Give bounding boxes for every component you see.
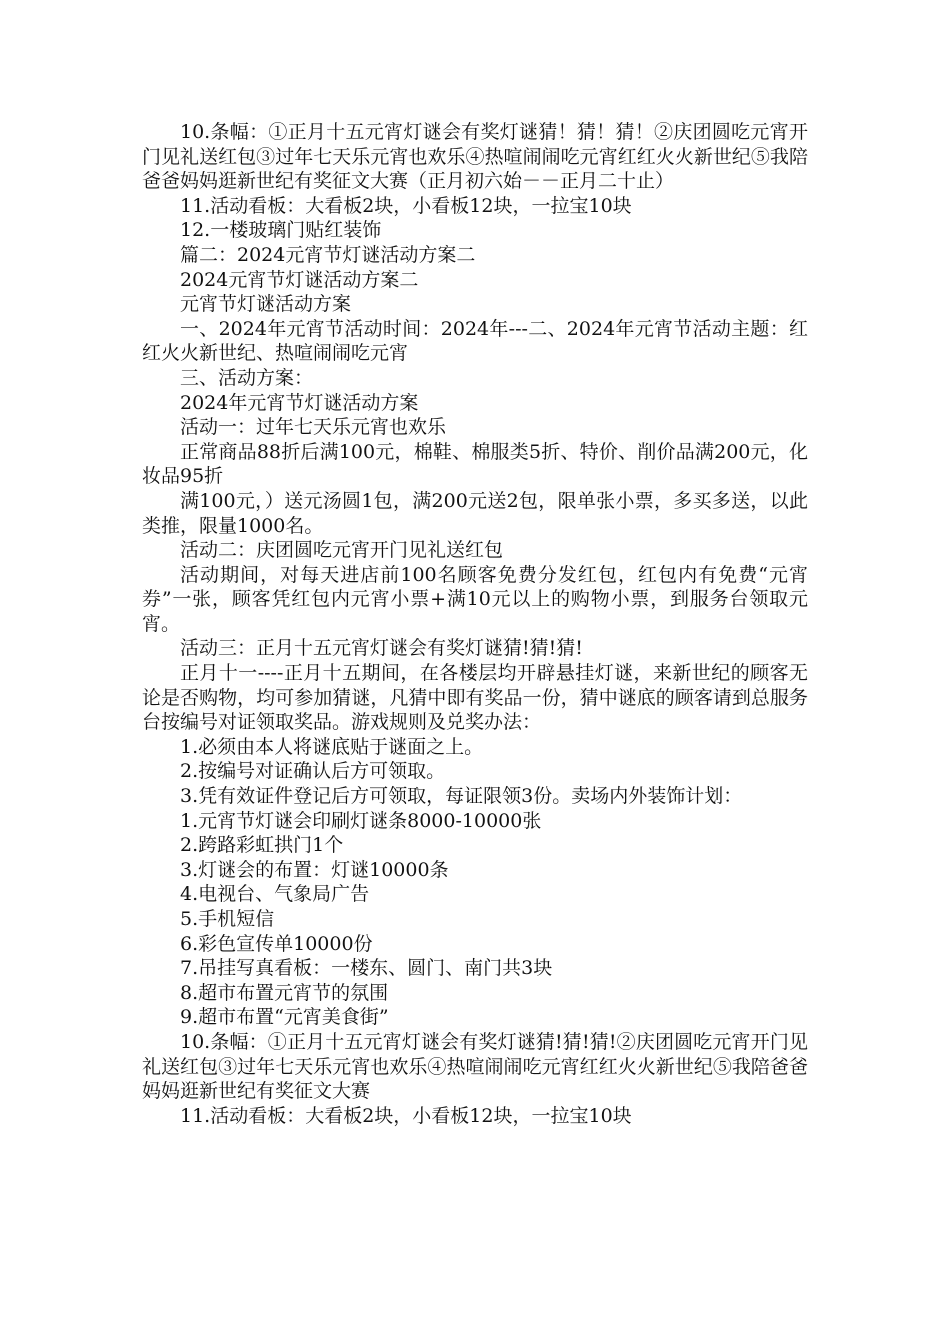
paragraph: 活动期间，对每天进店前100名顾客免费分发红包，红包内有免费“元宵券”一张，顾客凭红包内元宵小票+满10元以上的购物小票，到服务台领取元宵。 (142, 563, 808, 635)
document-page (142, 120, 808, 1128)
list-item: 3.凭有效证件登记后方可领取，每证限领3份。卖场内外装饰计划： (180, 785, 743, 808)
list-item: 10.条幅：①正月十五元宵灯谜会有奖灯谜猜!猜!猜!②庆团圆吃元宵开门见礼送红包③过年七天乐元宵也欢乐④热喧闹闹吃元宵红红火火新世纪⑤我陪爸爸妈妈逛新世纪有奖征文大赛 (142, 1030, 808, 1103)
activity-title: 活动二：庆团圆吃元宵开门见礼送红包 (180, 539, 504, 562)
paragraph: 2024年元宵节灯谜活动方案 (180, 391, 419, 414)
list-item: 1.必须由本人将谜底贴于谜面之上。 (180, 735, 484, 758)
paragraph: 正常商品88折后满100元，棉鞋、棉服类5折、特价、削价品满200元，化妆品95折 (142, 440, 808, 488)
list-item: 2.按编号对证确认后方可领取。 (180, 760, 446, 783)
section-heading: 元宵节灯谜活动方案 (180, 293, 352, 316)
paragraph: 12.一楼玻璃门贴红装饰 (180, 219, 382, 242)
list-item: 4.电视台、气象局广告 (180, 883, 370, 906)
paragraph: 正月十一----正月十五期间，在各楼层均开辟悬挂灯谜，来新世纪的顾客无论是否购物，均可参加猜谜，凡猜中即有奖品一份，猜中谜底的顾客请到总服务台按编号对证领取奖品。游戏规则及兑奖办法： (142, 662, 808, 734)
paragraph: 三、活动方案： (180, 366, 314, 389)
list-item: 1.元宵节灯谜会印刷灯谜条8000-10000张 (180, 809, 542, 832)
section-heading: 2024元宵节灯谜活动方案二 (180, 268, 419, 291)
list-item: 2.跨路彩虹拱门1个 (180, 834, 344, 857)
paragraph: 11.活动看板：大看板2块，小看板12块，一拉宝10块 (180, 194, 632, 217)
list-item: 11.活动看板：大看板2块，小看板12块，一拉宝10块 (180, 1104, 632, 1127)
section-heading: 篇二：2024元宵节灯谜活动方案二 (180, 243, 476, 266)
paragraph: 10.条幅：①正月十五元宵灯谜会有奖灯谜猜！猜！猜！②庆团圆吃元宵开门见礼送红包③过年七天乐元宵也欢乐④热喧闹闹吃元宵红红火火新世纪⑤我陪爸爸妈妈逛新世纪有奖征文大赛（正月初六始－－正月二十止） (142, 121, 808, 193)
list-item: 8.超市布置元宵节的氛围 (180, 981, 389, 1004)
list-item: 6.彩色宣传单10000份 (180, 932, 373, 955)
activity-title: 活动一：过年七天乐元宵也欢乐 (180, 416, 447, 439)
paragraph: 一、2024年元宵节活动时间：2024年---二、2024年元宵节活动主题：红红火火新世纪、热喧闹闹吃元宵 (142, 317, 808, 365)
list-item: 9.超市布置“元宵美食街” (180, 1006, 389, 1029)
list-item: 3.灯谜会的布置：灯谜10000条 (180, 858, 449, 881)
paragraph: 满100元，）送元汤圆1包，满200元送2包，限单张小票，多买多送，以此类推，限量1000名。 (142, 489, 808, 537)
list-item: 5.手机短信 (180, 908, 275, 930)
list-item: 7.吊挂写真看板：一楼东、圆门、南门共3块 (180, 957, 553, 980)
activity-title: 活动三：正月十五元宵灯谜会有奖灯谜猜!猜!猜! (180, 637, 583, 660)
